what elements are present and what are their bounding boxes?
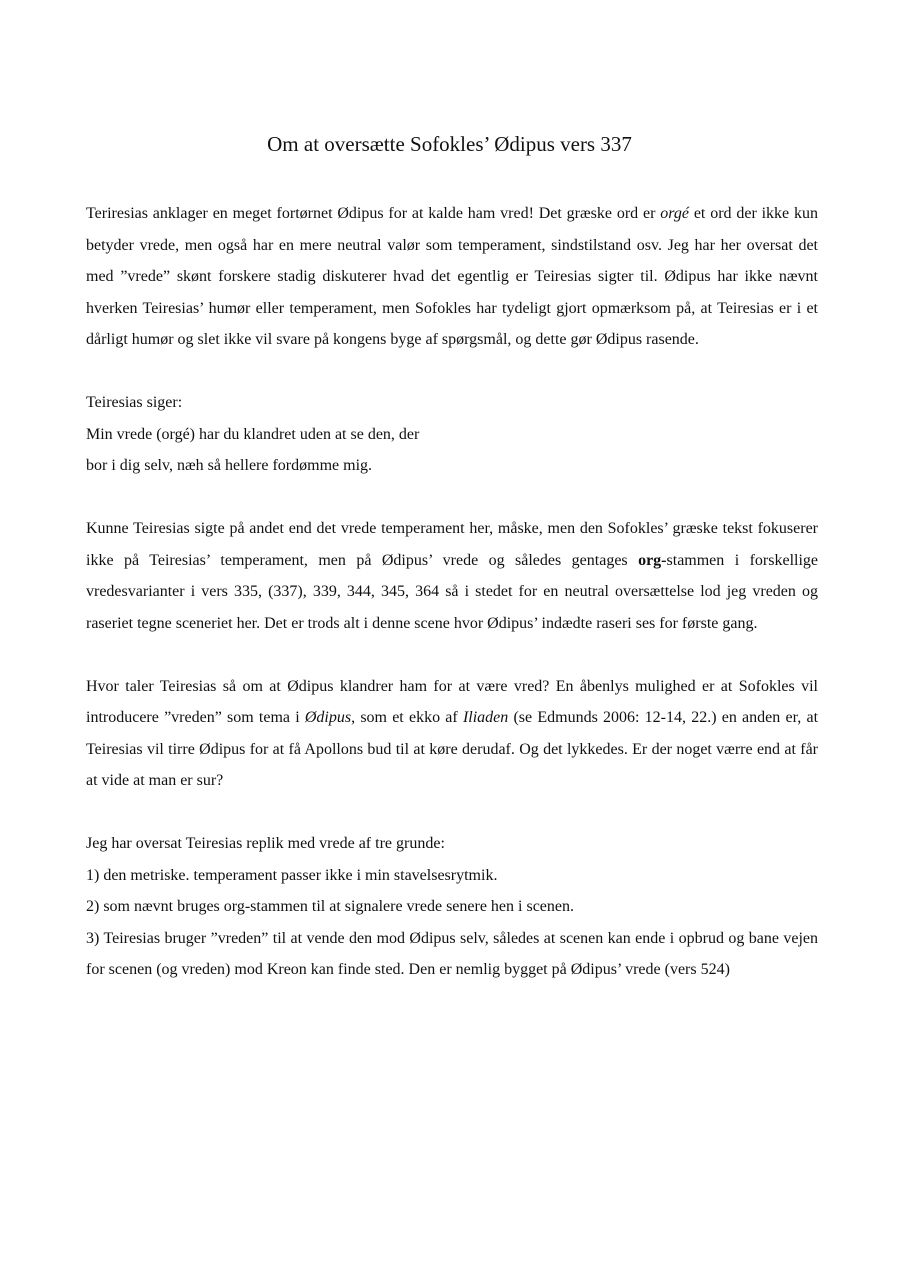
paragraph-intro: [86, 198, 818, 356]
list-item: 1) den metriske. temperament passer ikke i min stavelsesrytmik.: [86, 866, 498, 884]
paragraph-text: stammen i forskellige vredesvarianter i vers 335, (337), 339, 344, 345, 364 så i stedet for en neutral oversættelse lod jeg vreden og raseriet tegne sceneriet her. Det er trods alt i denne scene hvor Ødipus’ indædte raseri ses for første gang.: [86, 551, 819, 632]
list-item: 2) som nævnt bruges org-stammen til at signalere vrede senere hen i scenen.: [86, 898, 575, 915]
paragraph-text: , som et ekko af: [351, 709, 463, 726]
paragraph-text: et ord der ikke kun betyder vrede, men også har en mere neutral valør som temperament, sindstilstand osv. Jeg har her oversat det med ”vrede” skønt forskere stadig diskuterer hvad det egentlig er Teiresias sigter til. Ødipus har ikke nævnt hverken Teiresias’ humør eller temperament, men Sofokles har tydeligt gjort opmærksom på, at Teiresias er i et dårligt humør og slet ikke vil svare på kongens byge af spørgsmål, og dette gør Ødipus rasende.: [86, 205, 818, 348]
quote-line-2: bor i dig selv, næh så hellere fordømme mig.: [86, 457, 373, 474]
paragraph-theme: [86, 671, 818, 797]
list-item: 3) Teiresias bruger ”vreden” til at vende den mod Ødipus selv, således at scenen kan ende i opbrud og bane vejen for scenen (og vreden) mod Kreon kan finde sted. Den er nemlig bygget på Ødipus’ vrede (vers 524): [86, 929, 818, 978]
paragraph-text: Teriresias anklager en meget fortørnet Ødipus for at kalde ham vred! Det græske ord er: [86, 205, 661, 222]
quote-intro: Teiresias siger:: [86, 394, 183, 411]
quote-block: [86, 387, 818, 482]
reasons-list: [86, 828, 818, 986]
paragraph-text: Kunne Teiresias sigte på andet end det vrede temperament her, måske, men den Sofokles’ græske tekst fokuserer ikke på Teiresias’ temperament, men på Ødipus’ vrede og således gentages: [86, 520, 818, 569]
work-title-oedipus: Ødipus: [304, 709, 352, 726]
document-body: [86, 198, 818, 1017]
quote-line-1: Min vrede (orgé) har du klandret uden at se den, der: [86, 425, 420, 443]
greek-term: orgé: [660, 205, 689, 222]
paragraph-text: (se Edmunds 2006: 12-14, 22.) en anden er, at Teiresias vil tirre Ødipus for at få Apollons bud til at køre derudaf. Og det lykkedes. Er der noget værre end at får at vide at man er sur?: [86, 709, 819, 789]
paragraph-org-stem: [86, 513, 818, 639]
list-intro: Jeg har oversat Teiresias replik med vrede af tre grunde:: [86, 835, 445, 852]
bold-term: org-: [638, 551, 667, 569]
page-title: Om at oversætte Sofokles’ Ødipus vers 337: [267, 132, 632, 156]
work-title-iliad: Iliaden: [462, 709, 509, 726]
paragraph-text: Hvor taler Teiresias så om at Ødipus klandrer ham for at være vred? En åbenlys mulighed er at Sofokles vil introducere ”vreden” som tema i: [86, 677, 818, 726]
